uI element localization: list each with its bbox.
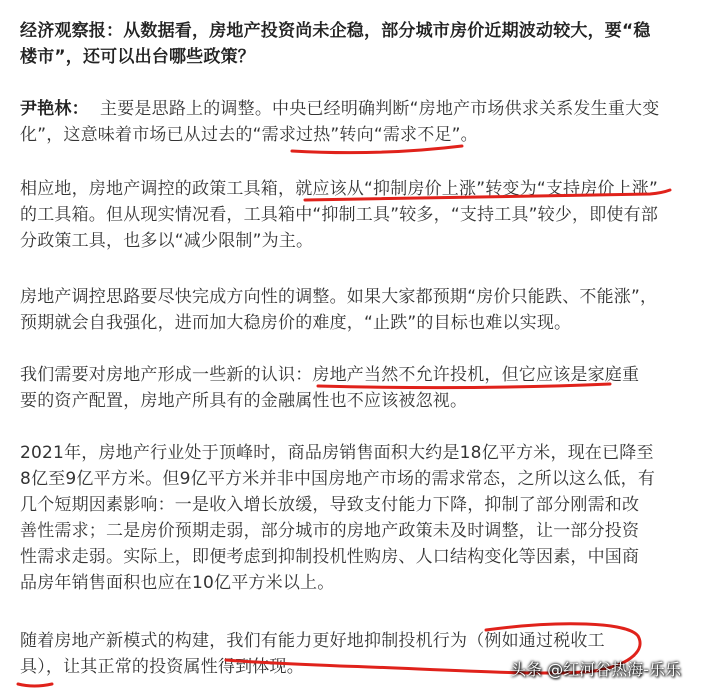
speaker-name: 尹艳林： bbox=[20, 99, 89, 119]
paragraph-line: 8亿至9亿平方米。但9亿平方米并非中国房地产市场的需求常态，之所以这么低，有 bbox=[20, 469, 656, 489]
paragraph-line: 化”，这意味着市场已从过去的“需求过热”转向“需求不足”。 bbox=[20, 125, 478, 145]
paragraph-line: 的工具箱。但从现实情况看，工具箱中“抑制工具”较多，“支持工具”较少，即使有部 bbox=[20, 205, 659, 225]
answer-paragraph-4 bbox=[20, 362, 688, 414]
paragraph-line: 分政策工具，也多以“减少限制”为主。 bbox=[20, 231, 314, 251]
paragraph-line: 几个短期因素影响：一是收入增长放缓，导致支付能力下降，抑制了部分刚需和改 bbox=[20, 495, 640, 515]
paragraph-line: 性需求走弱。实际上，即便考虑到抑制投机性购房、人口结构变化等因素，中国商 bbox=[20, 547, 640, 567]
paragraph-line: 2021年，房地产行业处于顶峰时，商品房销售面积大约是18亿平方米，现在已降至 bbox=[20, 443, 654, 463]
red-underline-4 bbox=[18, 684, 52, 686]
paragraph-line: 善性需求；二是房价预期走弱，部分城市的房地产政策未及时调整，让一部分投资 bbox=[20, 521, 640, 541]
paragraph-line: 品房年销售面积也应在10亿平方米以上。 bbox=[20, 573, 335, 593]
answer-paragraph-5 bbox=[20, 440, 688, 596]
paragraph-line: 我们需要对房地产形成一些新的认识：房地产当然不允许投机，但它应该是家庭重 bbox=[20, 365, 640, 385]
answer-paragraph-3 bbox=[20, 284, 688, 336]
interview-question bbox=[20, 18, 688, 70]
paragraph-line: 主要是思路上的调整。中央已经明确判断“房地产市场供求关系发生重大变 bbox=[100, 99, 660, 119]
answer-paragraph-2 bbox=[20, 176, 688, 254]
paragraph-line: 随着房地产新模式的构建，我们有能力更好地抑制投机行为（例如通过税收工 bbox=[20, 631, 605, 651]
question-line-2: 楼市”，还可以出台哪些政策？ bbox=[20, 47, 255, 67]
paragraph-line: 房地产调控思路要尽快完成方向性的调整。如果大家都预期“房价只能跌、不能涨”， bbox=[20, 287, 658, 307]
question-line-1: 经济观察报：从数据看，房地产投资尚未企稳，部分城市房价近期波动较大，要“稳 bbox=[20, 21, 651, 41]
paragraph-line: 相应地，房地产调控的政策工具箱，就应该从“抑制房价上涨”转变为“支持房价上涨” bbox=[20, 179, 659, 199]
paragraph-line: 具），让其正常的投资属性得到体现。 bbox=[20, 657, 304, 677]
answer-paragraph-1 bbox=[20, 96, 688, 148]
paragraph-line: 要的资产配置，房地产所具有的金融属性也不应该被忽视。 bbox=[20, 391, 468, 411]
paragraph-line: 预期就会自我强化，进而加大稳房价的难度，“止跌”的目标也难以实现。 bbox=[20, 313, 572, 333]
watermark: 头条 @红河谷热海-乐乐 bbox=[510, 660, 681, 679]
